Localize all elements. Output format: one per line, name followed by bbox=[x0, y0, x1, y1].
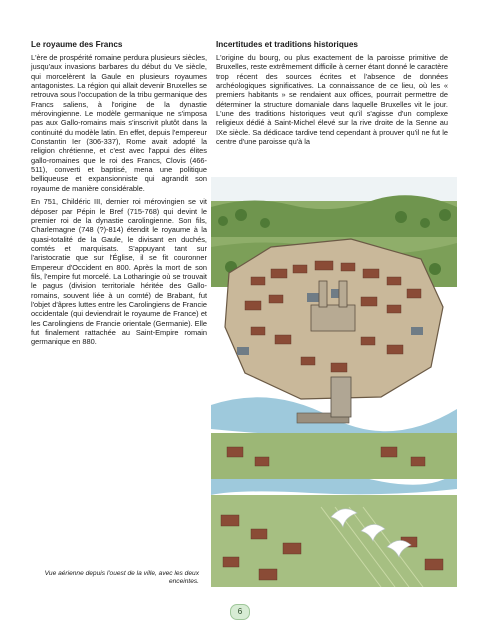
section-heading-francs: Le royaume des Francs bbox=[31, 40, 123, 49]
page-number: 6 bbox=[230, 604, 250, 620]
section-heading-incertitudes: Incertitudes et traditions historiques bbox=[216, 40, 358, 49]
figure-caption: Vue aérienne depuis l'ouest de la ville, avec les deux enceintes. bbox=[44, 570, 199, 586]
city-aerial-illustration bbox=[211, 177, 457, 587]
right-column bbox=[216, 40, 448, 150]
paragraph: En 751, Childéric III, dernier roi mérovingien se vit déposer par Pépin le Bref (715-768) qui devint le premier roi de la dynastie carolingienne. Son fils, Charlemagne (748 (?)-814) étendit le royaume à la quasi-totalité de la Gaule, le divisant en duchés, comtés et marquisats. S'appuyant tant sur l'aristocratie que sur l'Église, il se fit couronner Empereur d'Occident en 800. Après la mort de son fils, l'empire fut morcelé. La Lotharingie où se trouvait le pagus (division territoriale héritée des Gallo-romains, souvent liée à un comté) de Brabant, fut l'objet d'âpres luttes entre les Carolingiens de Francie occidentale (qui deviendrait le royaume de France) et les Carolingiens de Francie orientale (Germanie). Elle fut finalement rattachée au Saint-Empire romain germanique en 880. bbox=[31, 197, 207, 347]
left-column bbox=[31, 40, 207, 351]
paragraph: L'origine du bourg, ou plus exactement de la paroisse primitive de Bruxelles, reste extrêmement difficile à cerner étant donné le caractère trop récent des sources écrites et l'absence de données archéologiques significatives. La connaissance de ce lieu, où les « premiers habitants » se rendaient aux offices, pourrait permettre de déterminer la structure domaniale dans laquelle Bruxelles vit le jour. L'une des traditions historiques veut qu'il s'agisse d'un complexe religieux dédié à Saint-Michel élevé sur la rive droite de la Senne au IXe siècle. Sa dédicace tardive tend cependant à prouver qu'il ne fut le centre d'une paroisse qu'à la bbox=[216, 53, 448, 147]
paragraph: L'ère de prospérité romaine perdura plusieurs siècles, jusqu'aux invasions barbares du début du Ve siècle, qui morcelèrent la Gaule en plusieurs royaumes antagonistes. La région qui allait devenir Bruxelles se retrouva sous l'occupation de la tribu germanique des Francs saliens, à l'origine de la dynastie mérovingienne. Le modèle germanique ne s'imposa pas aux Gallo-romains mais s'inscrivit plutôt dans la continuité du modèle latin. En effet, depuis l'empereur Constantin Ier (306-337), Rome avait adopté la religion chrétienne, et c'est avec l'appui des élites gallo-romaines que le roi des Francs, Clovis (466-511), converti et baptisé, mena une politique belliqueuse et expansionniste qui agrandit son royaume de manière considérable. bbox=[31, 53, 208, 193]
